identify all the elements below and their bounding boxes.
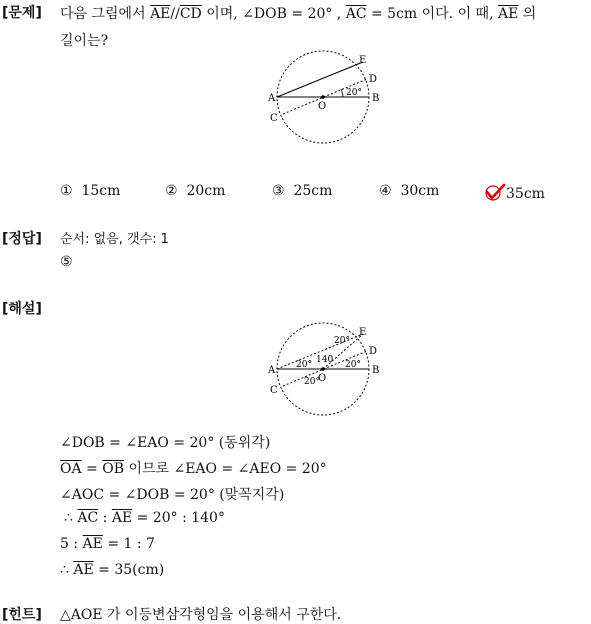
- explanation-text: = 20° : 140°: [136, 510, 225, 526]
- label-o: O: [318, 101, 327, 112]
- problem-label: [문제]: [2, 5, 42, 21]
- choice-4[interactable]: [379, 183, 439, 199]
- circle-figure-2: [266, 318, 386, 422]
- choice-number: ①: [60, 183, 73, 199]
- problem-text: 다음 그림에서: [60, 6, 146, 22]
- explanation-line-5: [60, 536, 155, 552]
- label-o: O: [318, 373, 327, 384]
- problem-text: 이며, ∠DOB = 20° ,: [206, 6, 342, 22]
- choice-text: 15cm: [81, 183, 121, 199]
- arc-ae: $\overline{AE}$: [73, 562, 94, 578]
- choice-number: ②: [165, 183, 178, 199]
- explanation-text: 5 :: [60, 536, 83, 552]
- angle-label: 20°: [346, 88, 362, 98]
- label-e: E: [359, 55, 367, 66]
- choice-1[interactable]: [60, 183, 120, 199]
- explanation-line-2: [60, 458, 327, 478]
- angle-arc: [341, 89, 343, 97]
- explanation-text: = 35(cm): [98, 562, 165, 578]
- explanation-line-1: ∠DOB = ∠EAO = 20° (동위각): [60, 435, 271, 451]
- choice-number: ④: [379, 183, 392, 199]
- parallel-symbol: //: [170, 6, 180, 22]
- answer-label: [정답]: [2, 231, 42, 247]
- choice-text: 35cm: [506, 186, 545, 202]
- arc-ac: $\overline{AC}$: [345, 6, 367, 22]
- explanation-line-4: [64, 510, 225, 526]
- label-c: C: [270, 113, 278, 124]
- therefore-symbol: ∴: [60, 562, 74, 578]
- hint-text: △AOE 가 이등변삼각형임을 이용해서 구한다.: [60, 607, 342, 623]
- choice-text: 25cm: [293, 183, 333, 199]
- choice-3[interactable]: [272, 183, 332, 199]
- equals: =: [86, 461, 103, 477]
- segment-ob: $\overline{OB}$: [102, 461, 124, 477]
- center-point: [321, 95, 325, 99]
- arc-ae: $\overline{AE}$: [82, 536, 103, 552]
- choice-number: ③: [272, 183, 285, 199]
- angle-label-b: 20°: [345, 360, 361, 370]
- label-b: B: [372, 365, 380, 376]
- label-a: A: [268, 93, 276, 104]
- angle-label-e: 20°: [334, 336, 350, 346]
- label-d: D: [369, 346, 378, 357]
- label-a: A: [268, 365, 276, 376]
- label-c: C: [270, 385, 278, 396]
- arc-ae: $\overline{AE}$: [498, 6, 519, 22]
- explanation-text: 이므로 ∠EAO = ∠AEO = 20°: [128, 461, 327, 477]
- circle-figure-1: [266, 46, 386, 150]
- segment-oa: $\overline{OA}$: [60, 461, 82, 477]
- explanation-line-3: ∠AOC = ∠DOB = 20° (맞꼭지각): [60, 487, 285, 503]
- problem-line1: [60, 3, 536, 23]
- choice-2[interactable]: [165, 183, 225, 199]
- angle-label-a: 20°: [296, 360, 312, 370]
- segment-cd: $\overline{CD}$: [179, 6, 202, 22]
- answer-value: ⑤: [60, 254, 73, 270]
- arc-ac: $\overline{AC}$: [77, 510, 99, 526]
- label-d: D: [369, 74, 378, 85]
- ratio-colon: :: [102, 510, 112, 526]
- checkmark-icon: [484, 183, 506, 201]
- problem-text: = 5cm 이다. 이 때,: [370, 6, 494, 22]
- explanation-line-6: [60, 562, 164, 578]
- therefore-symbol: ∴: [64, 510, 73, 526]
- hint-label: [힌트]: [2, 607, 42, 623]
- answer-order: 순서: 없음, 갯수: 1: [60, 232, 169, 247]
- arc-ae: $\overline{AE}$: [111, 510, 133, 526]
- choice-5[interactable]: [484, 183, 545, 202]
- angle-label-c: 20°: [304, 377, 320, 387]
- explanation-text: = 1 : 7: [107, 536, 155, 552]
- choice-text: 20cm: [186, 183, 226, 199]
- label-e: E: [359, 327, 367, 338]
- angle-label-center: 140: [316, 355, 334, 365]
- problem-line2: 길이는?: [60, 33, 109, 49]
- label-b: B: [372, 93, 380, 104]
- choice-text: 30cm: [400, 183, 440, 199]
- explanation-label: [해설]: [2, 301, 42, 317]
- problem-text: 의: [522, 6, 537, 22]
- segment-ae: $\overline{AE}$: [150, 6, 171, 22]
- center-point: [321, 367, 325, 371]
